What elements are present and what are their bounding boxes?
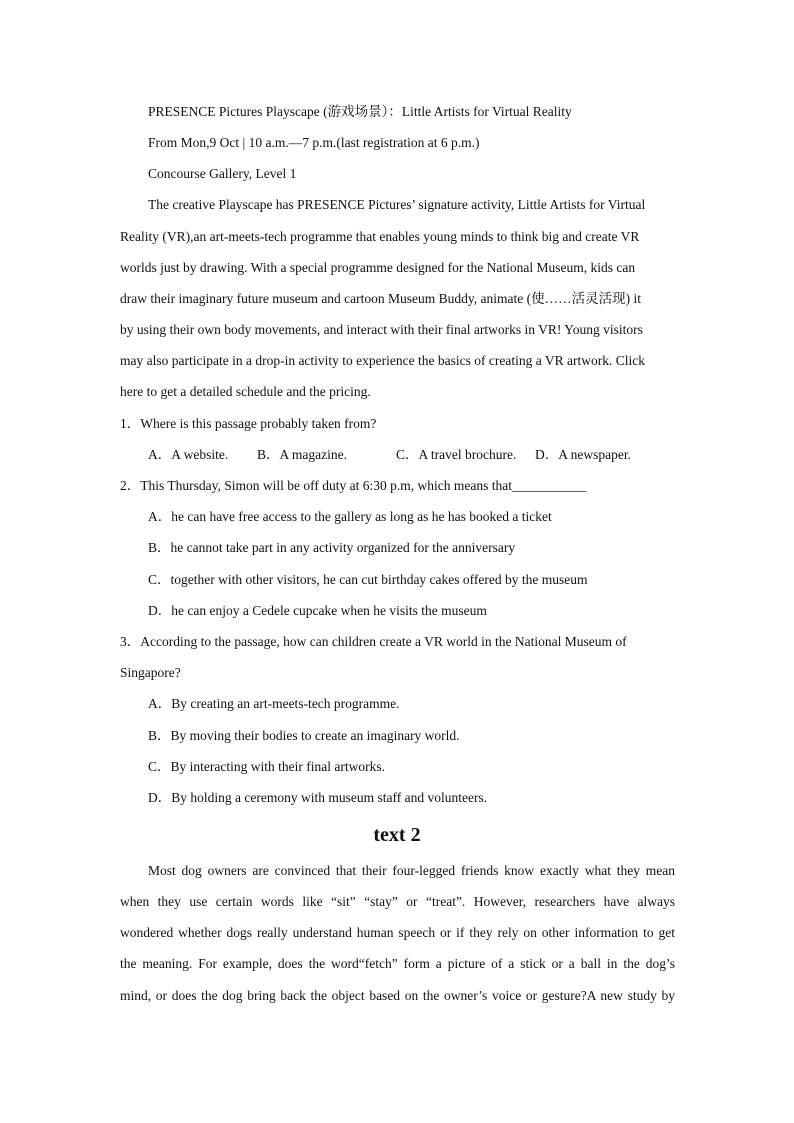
question-1-option-c: C．A travel brochure. [396, 447, 517, 462]
text2-heading: text 2 [373, 824, 421, 846]
text2-paragraph-line: Most dog owners are convinced that their four-legged friends know exactly what they mean [148, 863, 675, 878]
text1-paragraph-line: The creative Playscape has PRESENCE Pictures’ signature activity, Little Artists for Virtual [148, 197, 646, 212]
text1-paragraph-line: may also participate in a drop-in activity to experience the basics of creating a VR artwork. Click [120, 353, 645, 368]
question-3-option-d: D．By holding a ceremony with museum staff and volunteers. [148, 790, 488, 805]
question-3-stem: Singapore? [120, 665, 181, 680]
question-1-option-b: B．A magazine. [257, 447, 347, 462]
text1-paragraph-line: Reality (VR),an art-meets-tech programme that enables young minds to think big and create VR [120, 229, 640, 244]
text1-paragraph-line: by using their own body movements, and interact with their final artworks in VR! Young visitors [120, 322, 643, 337]
question-2-option-c: C．together with other visitors, he can cut birthday cakes offered by the museum [148, 572, 588, 587]
question-3-option-a: A．By creating an art-meets-tech programme. [148, 696, 400, 711]
question-3-stem: 3．According to the passage, how can children create a VR world in the National Museum of [120, 634, 627, 649]
text2-paragraph-line: when they use certain words like “sit” “stay” or “treat”. However, researchers have always [120, 894, 675, 909]
text2-paragraph-line: the meaning. For example, does the word“fetch” form a picture of a stick or a ball in the dog’s [120, 956, 675, 971]
question-1-option-d: D．A newspaper. [535, 447, 631, 462]
question-1-stem: 1．Where is this passage probably taken from? [120, 416, 377, 431]
question-2-option-a: A．he can have free access to the gallery as long as he has booked a ticket [148, 509, 552, 524]
text1-location: Concourse Gallery, Level 1 [148, 166, 297, 181]
text2-paragraph-line: wondered whether dogs really understand human speech or if they rely on other information to get [120, 925, 675, 940]
text1-paragraph-line: draw their imaginary future museum and cartoon Museum Buddy, animate (使……活灵活现) it [120, 291, 642, 306]
text1-paragraph-line: worlds just by drawing. With a special programme designed for the National Museum, kids can [120, 260, 636, 275]
text2-paragraph-line: mind, or does the dog bring back the object based on the owner’s voice or gesture?A new study by [120, 988, 675, 1003]
question-3-option-b: B．By moving their bodies to create an imaginary world. [148, 728, 460, 743]
question-2-stem: 2．This Thursday, Simon will be off duty at 6:30 p.m, which means that___________ [120, 478, 587, 493]
text1-paragraph-line: here to get a detailed schedule and the pricing. [120, 384, 371, 399]
text1-time: From Mon,9 Oct | 10 a.m.—7 p.m.(last registration at 6 p.m.) [148, 135, 480, 150]
question-1-option-a: A．A website. [148, 447, 229, 462]
question-2-option-b: B．he cannot take part in any activity organized for the anniversary [148, 540, 516, 555]
question-2-option-d: D．he can enjoy a Cedele cupcake when he visits the museum [148, 603, 487, 618]
text1-title: PRESENCE Pictures Playscape (游戏场景）：Little Artists for Virtual Reality [148, 104, 572, 119]
question-3-option-c: C．By interacting with their final artworks. [148, 759, 385, 774]
